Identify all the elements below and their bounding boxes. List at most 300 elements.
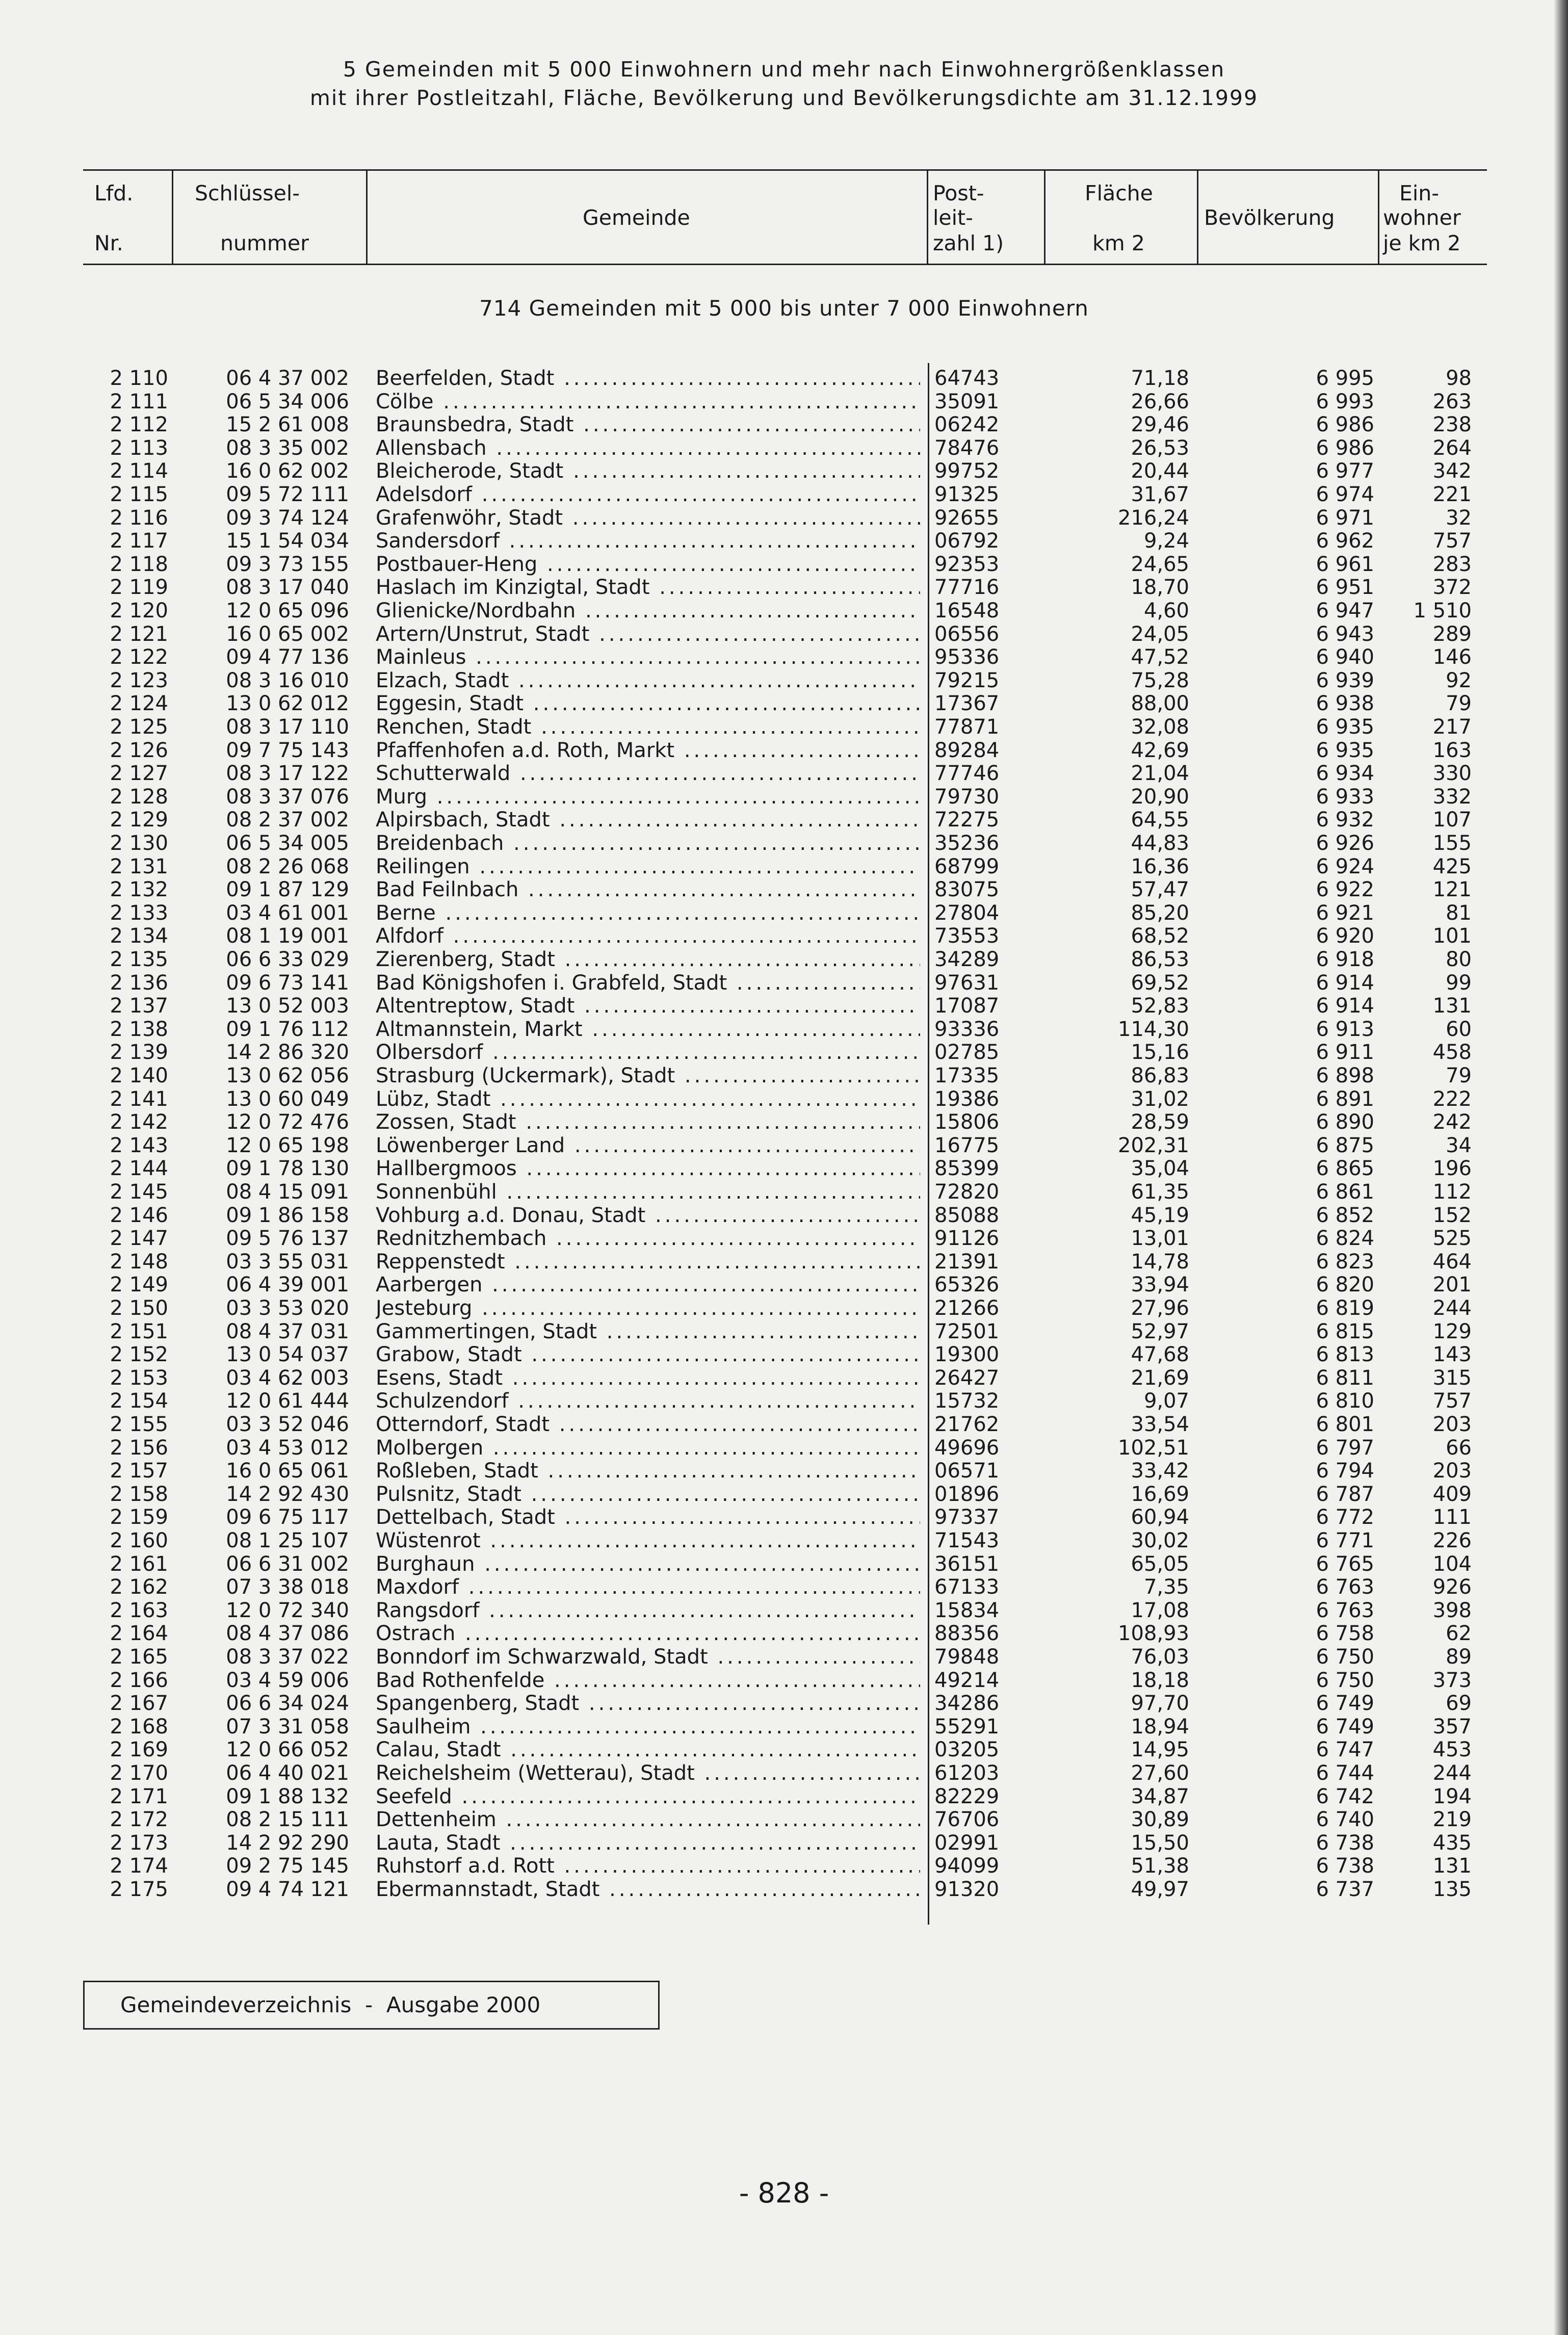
row-postcode: 78476 <box>934 436 1000 460</box>
row-postcode: 82229 <box>934 1784 1000 1808</box>
row-density: 315 <box>1432 1366 1472 1390</box>
page-number: - 828 - <box>739 2177 829 2209</box>
row-key: 06 4 37 002 <box>226 367 349 390</box>
row-number: 2 172 <box>110 1808 168 1832</box>
row-municipality: Jesteburg ..... <box>376 1296 920 1320</box>
row-key: 07 3 31 058 <box>226 1715 349 1739</box>
row-postcode: 15834 <box>934 1598 1000 1622</box>
row-density: 222 <box>1432 1087 1472 1111</box>
header-post: Post- <box>933 181 984 205</box>
row-area: 15,16 <box>1131 1041 1189 1065</box>
table-row <box>0 1785 1478 1808</box>
table-row <box>0 1087 1478 1111</box>
row-municipality: Mainleus ..... <box>376 645 920 669</box>
row-municipality: Berne ..... <box>376 901 920 925</box>
row-postcode: 21391 <box>934 1250 1000 1274</box>
row-area: 17,08 <box>1131 1598 1189 1622</box>
table-row <box>0 436 1478 460</box>
row-municipality: Elzach, Stadt ..... <box>376 669 920 692</box>
row-density: 263 <box>1432 390 1472 413</box>
row-area: 64,55 <box>1131 808 1189 832</box>
row-density: 525 <box>1432 1227 1472 1251</box>
row-postcode: 49214 <box>934 1668 1000 1692</box>
table-row <box>0 1320 1478 1343</box>
row-area: 75,28 <box>1131 668 1189 692</box>
row-number: 2 168 <box>110 1715 168 1739</box>
row-key: 12 0 72 476 <box>226 1110 349 1134</box>
row-key: 15 2 61 008 <box>226 413 349 437</box>
table-row <box>0 669 1478 692</box>
row-number: 2 165 <box>110 1645 168 1669</box>
table-row <box>0 1157 1478 1180</box>
row-population: 6 738 <box>1316 1831 1374 1855</box>
row-number: 2 158 <box>110 1482 168 1506</box>
row-number: 2 154 <box>110 1389 168 1413</box>
row-number: 2 126 <box>110 738 168 762</box>
header-flaeche-label: Fläche <box>1085 181 1153 205</box>
row-area: 27,96 <box>1131 1296 1189 1320</box>
row-area: 9,24 <box>1143 529 1189 553</box>
row-municipality: Glienicke/Nordbahn ..... <box>376 599 920 622</box>
row-population: 6 763 <box>1316 1598 1374 1622</box>
row-key: 08 4 15 091 <box>226 1180 349 1204</box>
row-municipality: Bleicherode, Stadt ..... <box>376 459 920 483</box>
row-key: 08 3 16 010 <box>226 668 349 692</box>
row-density: 104 <box>1432 1552 1472 1576</box>
row-key: 09 1 86 158 <box>226 1203 349 1227</box>
row-number: 2 147 <box>110 1227 168 1251</box>
row-area: 13,01 <box>1131 1227 1189 1251</box>
row-population: 6 962 <box>1316 529 1374 553</box>
header-einwohner-je-km2 <box>1378 171 1487 264</box>
row-number: 2 122 <box>110 645 168 669</box>
row-density: 244 <box>1432 1761 1472 1785</box>
row-density: 217 <box>1432 715 1472 739</box>
row-area: 49,97 <box>1131 1878 1189 1901</box>
row-municipality: Ruhstorf a.d. Rott ..... <box>376 1854 920 1878</box>
row-density: 98 <box>1446 367 1472 390</box>
row-density: 80 <box>1446 948 1472 971</box>
row-municipality: Lauta, Stadt ..... <box>376 1831 920 1855</box>
row-number: 2 118 <box>110 552 168 576</box>
row-municipality: Rednitzhembach ..... <box>376 1227 920 1250</box>
table-row <box>0 1389 1478 1413</box>
row-postcode: 91325 <box>934 483 1000 506</box>
header-bevoelkerung <box>1197 171 1379 264</box>
row-postcode: 61203 <box>934 1761 1000 1785</box>
row-key: 12 0 65 198 <box>226 1133 349 1157</box>
publication-footer-box <box>83 1981 660 2030</box>
row-postcode: 67133 <box>934 1575 1000 1599</box>
row-postcode: 65326 <box>934 1273 1000 1297</box>
row-density: 79 <box>1446 1064 1472 1087</box>
row-area: 52,97 <box>1131 1319 1189 1343</box>
table-row <box>0 994 1478 1018</box>
row-area: 33,42 <box>1131 1459 1189 1483</box>
row-postcode: 72275 <box>934 808 1000 832</box>
row-density: 289 <box>1432 622 1472 646</box>
row-municipality: Burghaun ..... <box>376 1552 920 1576</box>
row-number: 2 156 <box>110 1436 168 1460</box>
row-postcode: 15732 <box>934 1389 1000 1413</box>
row-density: 81 <box>1446 901 1472 925</box>
row-number: 2 169 <box>110 1738 168 1762</box>
row-number: 2 150 <box>110 1296 168 1320</box>
row-population: 6 995 <box>1316 367 1374 390</box>
row-postcode: 91126 <box>934 1227 1000 1251</box>
row-postcode: 79848 <box>934 1645 1000 1669</box>
row-area: 57,47 <box>1131 878 1189 902</box>
row-key: 13 0 62 056 <box>226 1064 349 1087</box>
row-key: 09 3 73 155 <box>226 552 349 576</box>
publication-footer-text: Gemeindeverzeichnis - Ausgabe 2000 <box>120 1992 541 2017</box>
row-municipality: Breidenbach ..... <box>376 832 920 855</box>
row-key: 06 6 34 024 <box>226 1692 349 1716</box>
row-area: 102,51 <box>1118 1436 1189 1460</box>
row-key: 16 0 65 002 <box>226 622 349 646</box>
row-postcode: 76706 <box>934 1808 1000 1832</box>
row-density: 196 <box>1432 1157 1472 1181</box>
row-density: 203 <box>1432 1459 1472 1483</box>
row-area: 18,18 <box>1131 1668 1189 1692</box>
row-postcode: 93336 <box>934 1017 1000 1041</box>
row-postcode: 06556 <box>934 622 1000 646</box>
row-density: 163 <box>1432 738 1472 762</box>
row-area: 61,35 <box>1131 1180 1189 1204</box>
table-row <box>0 1343 1478 1366</box>
row-key: 08 2 26 068 <box>226 854 349 878</box>
table-row <box>0 1808 1478 1831</box>
row-municipality: Pfaffenhofen a.d. Roth, Markt ..... <box>376 739 920 762</box>
row-density: 32 <box>1446 506 1472 530</box>
row-population: 6 740 <box>1316 1808 1374 1832</box>
row-key: 09 3 74 124 <box>226 506 349 530</box>
table-row <box>0 1366 1478 1390</box>
row-key: 09 5 72 111 <box>226 483 349 506</box>
row-area: 216,24 <box>1118 506 1189 530</box>
row-density: 219 <box>1432 1808 1472 1832</box>
row-postcode: 77716 <box>934 576 1000 600</box>
row-population: 6 820 <box>1316 1273 1374 1297</box>
row-density: 111 <box>1432 1506 1472 1529</box>
row-number: 2 142 <box>110 1110 168 1134</box>
row-number: 2 119 <box>110 576 168 600</box>
row-population: 6 921 <box>1316 901 1374 925</box>
table-row <box>0 855 1478 878</box>
row-area: 7,35 <box>1143 1575 1189 1599</box>
header-schluesselnummer <box>172 171 368 264</box>
table-row <box>0 1854 1478 1878</box>
row-number: 2 124 <box>110 692 168 716</box>
row-key: 03 4 59 006 <box>226 1668 349 1692</box>
row-population: 6 939 <box>1316 668 1374 692</box>
row-postcode: 15806 <box>934 1110 1000 1134</box>
table-row <box>0 1134 1478 1157</box>
row-municipality: Sandersdorf ..... <box>376 529 920 553</box>
row-density: 409 <box>1432 1482 1472 1506</box>
row-postcode: 03205 <box>934 1738 1000 1762</box>
row-density: 131 <box>1432 994 1472 1018</box>
row-key: 06 5 34 006 <box>226 390 349 413</box>
row-key: 09 1 88 132 <box>226 1784 349 1808</box>
row-municipality: Seefeld ..... <box>376 1785 920 1808</box>
row-density: 458 <box>1432 1041 1472 1065</box>
row-population: 6 890 <box>1316 1110 1374 1134</box>
row-number: 2 164 <box>110 1622 168 1646</box>
row-municipality: Bad Königshofen i. Grabfeld, Stadt ..... <box>376 971 920 995</box>
row-municipality: Grabow, Stadt ..... <box>376 1343 920 1366</box>
row-key: 09 6 75 117 <box>226 1506 349 1529</box>
row-key: 08 2 15 111 <box>226 1808 349 1832</box>
row-population: 6 813 <box>1316 1343 1374 1367</box>
row-key: 03 3 53 020 <box>226 1296 349 1320</box>
row-number: 2 130 <box>110 832 168 855</box>
row-population: 6 852 <box>1316 1203 1374 1227</box>
row-postcode: 77871 <box>934 715 1000 739</box>
row-postcode: 35236 <box>934 832 1000 855</box>
table-row <box>0 413 1478 436</box>
row-postcode: 95336 <box>934 645 1000 669</box>
row-number: 2 129 <box>110 808 168 832</box>
row-population: 6 737 <box>1316 1878 1374 1901</box>
row-area: 114,30 <box>1118 1017 1189 1041</box>
table-row <box>0 622 1478 646</box>
row-number: 2 134 <box>110 924 168 948</box>
row-municipality: Schutterwald ..... <box>376 762 920 785</box>
row-key: 13 0 52 003 <box>226 994 349 1018</box>
row-key: 06 4 39 001 <box>226 1273 349 1297</box>
row-area: 29,46 <box>1131 413 1189 437</box>
row-postcode: 26427 <box>934 1366 1000 1390</box>
row-population: 6 961 <box>1316 552 1374 576</box>
row-area: 14,95 <box>1131 1738 1189 1762</box>
row-municipality: Postbauer-Heng ..... <box>376 553 920 576</box>
row-area: 97,70 <box>1131 1692 1189 1716</box>
row-key: 08 4 37 031 <box>226 1319 349 1343</box>
row-number: 2 174 <box>110 1854 168 1878</box>
row-number: 2 138 <box>110 1017 168 1041</box>
header-nummer: nummer <box>220 231 309 255</box>
row-municipality: Vohburg a.d. Donau, Stadt ..... <box>376 1204 920 1227</box>
row-number: 2 173 <box>110 1831 168 1855</box>
table-row <box>0 1041 1478 1064</box>
row-density: 60 <box>1446 1017 1472 1041</box>
row-key: 08 3 35 002 <box>226 436 349 460</box>
row-municipality: Altmannstein, Markt ..... <box>376 1018 920 1041</box>
row-key: 08 3 17 122 <box>226 762 349 786</box>
row-area: 16,69 <box>1131 1482 1189 1506</box>
row-key: 03 3 52 046 <box>226 1413 349 1436</box>
row-postcode: 83075 <box>934 878 1000 902</box>
row-population: 6 765 <box>1316 1552 1374 1576</box>
row-key: 16 0 62 002 <box>226 459 349 483</box>
row-density: 203 <box>1432 1413 1472 1436</box>
row-area: 32,08 <box>1131 715 1189 739</box>
row-municipality: Dettenheim ..... <box>376 1808 920 1831</box>
row-key: 08 1 25 107 <box>226 1529 349 1552</box>
row-postcode: 91320 <box>934 1878 1000 1901</box>
row-number: 2 141 <box>110 1087 168 1111</box>
row-municipality: Dettelbach, Stadt ..... <box>376 1506 920 1529</box>
row-area: 88,00 <box>1131 692 1189 716</box>
row-key: 06 6 33 029 <box>226 948 349 971</box>
row-population: 6 749 <box>1316 1692 1374 1716</box>
row-number: 2 113 <box>110 436 168 460</box>
table-row <box>0 1110 1478 1134</box>
row-number: 2 144 <box>110 1157 168 1181</box>
row-population: 6 891 <box>1316 1087 1374 1111</box>
row-number: 2 136 <box>110 971 168 995</box>
row-key: 12 0 61 444 <box>226 1389 349 1413</box>
table-row <box>0 1436 1478 1460</box>
header-leit: leit- <box>933 205 973 230</box>
row-density: 201 <box>1432 1273 1472 1297</box>
row-postcode: 36151 <box>934 1552 1000 1576</box>
row-municipality: Grafenwöhr, Stadt ..... <box>376 506 920 530</box>
table-row <box>0 1296 1478 1320</box>
row-area: 51,38 <box>1131 1854 1189 1878</box>
table-row <box>0 692 1478 715</box>
row-key: 16 0 65 061 <box>226 1459 349 1483</box>
row-number: 2 115 <box>110 483 168 506</box>
row-population: 6 940 <box>1316 645 1374 669</box>
row-density: 464 <box>1432 1250 1472 1274</box>
row-population: 6 750 <box>1316 1645 1374 1669</box>
table-row <box>0 1878 1478 1901</box>
row-density: 238 <box>1432 413 1472 437</box>
row-density: 107 <box>1432 808 1472 832</box>
row-key: 03 4 61 001 <box>226 901 349 925</box>
row-number: 2 114 <box>110 459 168 483</box>
row-area: 45,19 <box>1131 1203 1189 1227</box>
row-postcode: 88356 <box>934 1622 1000 1646</box>
row-area: 202,31 <box>1118 1133 1189 1157</box>
row-population: 6 811 <box>1316 1366 1374 1390</box>
row-municipality: Lübz, Stadt ..... <box>376 1087 920 1111</box>
row-area: 65,05 <box>1131 1552 1189 1576</box>
row-postcode: 94099 <box>934 1854 1000 1878</box>
row-municipality: Reilingen ..... <box>376 855 920 878</box>
row-population: 6 875 <box>1316 1133 1374 1157</box>
row-population: 6 763 <box>1316 1575 1374 1599</box>
row-population: 6 933 <box>1316 785 1374 809</box>
row-population: 6 951 <box>1316 576 1374 600</box>
row-postcode: 17087 <box>934 994 1000 1018</box>
row-population: 6 744 <box>1316 1761 1374 1785</box>
row-key: 08 3 37 076 <box>226 785 349 809</box>
row-density: 425 <box>1432 854 1472 878</box>
row-municipality: Hallbergmoos ..... <box>376 1157 920 1180</box>
row-area: 33,54 <box>1131 1413 1189 1436</box>
row-population: 6 986 <box>1316 413 1374 437</box>
table-row <box>0 1575 1478 1599</box>
row-density: 332 <box>1432 785 1472 809</box>
row-area: 33,94 <box>1131 1273 1189 1297</box>
table-row <box>0 878 1478 901</box>
table-row <box>0 1227 1478 1250</box>
header-schluessel: Schlüssel- <box>195 181 300 205</box>
table-row <box>0 1483 1478 1506</box>
row-population: 6 920 <box>1316 924 1374 948</box>
row-number: 2 133 <box>110 901 168 925</box>
table-row <box>0 948 1478 971</box>
page-edge-shadow <box>1554 0 1568 2335</box>
row-municipality: Haslach im Kinzigtal, Stadt ..... <box>376 576 920 599</box>
row-density: 926 <box>1432 1575 1472 1599</box>
row-population: 6 926 <box>1316 832 1374 855</box>
row-municipality: Aarbergen ..... <box>376 1273 920 1296</box>
row-number: 2 159 <box>110 1506 168 1529</box>
row-municipality: Otterndorf, Stadt ..... <box>376 1413 920 1436</box>
row-municipality: Gammertingen, Stadt ..... <box>376 1320 920 1343</box>
row-number: 2 145 <box>110 1180 168 1204</box>
row-population: 6 742 <box>1316 1784 1374 1808</box>
row-postcode: 89284 <box>934 738 1000 762</box>
row-population: 6 824 <box>1316 1227 1374 1251</box>
row-key: 03 4 62 003 <box>226 1366 349 1390</box>
row-postcode: 99752 <box>934 459 1000 483</box>
header-gemeinde-label: Gemeinde <box>583 205 690 230</box>
row-density: 244 <box>1432 1296 1472 1320</box>
row-density: 757 <box>1432 529 1472 553</box>
header-lfd: Lfd. <box>94 181 134 205</box>
row-number: 2 139 <box>110 1041 168 1065</box>
row-municipality: Allensbach ..... <box>376 436 920 460</box>
table-row <box>0 832 1478 855</box>
row-population: 6 749 <box>1316 1715 1374 1739</box>
row-number: 2 128 <box>110 785 168 809</box>
table-row <box>0 1669 1478 1692</box>
row-density: 264 <box>1432 436 1472 460</box>
row-municipality: Calau, Stadt ..... <box>376 1738 920 1761</box>
row-density: 135 <box>1432 1878 1472 1901</box>
row-area: 69,52 <box>1131 971 1189 995</box>
row-key: 14 2 92 290 <box>226 1831 349 1855</box>
row-key: 09 1 78 130 <box>226 1157 349 1181</box>
row-postcode: 49696 <box>934 1436 1000 1460</box>
row-number: 2 111 <box>110 390 168 413</box>
row-density: 152 <box>1432 1203 1472 1227</box>
row-municipality: Cölbe ..... <box>376 390 920 413</box>
row-postcode: 19386 <box>934 1087 1000 1111</box>
row-key: 09 6 73 141 <box>226 971 349 995</box>
row-number: 2 137 <box>110 994 168 1018</box>
row-area: 21,69 <box>1131 1366 1189 1390</box>
row-municipality: Altentreptow, Stadt ..... <box>376 994 920 1018</box>
row-key: 09 1 76 112 <box>226 1017 349 1041</box>
table-row <box>0 1180 1478 1204</box>
row-number: 2 171 <box>110 1784 168 1808</box>
row-municipality: Braunsbedra, Stadt ..... <box>376 413 920 436</box>
row-area: 42,69 <box>1131 738 1189 762</box>
table-title-line-1: 5 Gemeinden mit 5 000 Einwohnern und mehr nach Einwohnergrößenklassen <box>343 57 1225 82</box>
row-area: 24,05 <box>1131 622 1189 646</box>
row-area: 31,67 <box>1131 483 1189 506</box>
row-municipality: Zossen, Stadt ..... <box>376 1110 920 1134</box>
row-number: 2 146 <box>110 1203 168 1227</box>
row-density: 66 <box>1446 1436 1472 1460</box>
table-row <box>0 1413 1478 1436</box>
row-number: 2 125 <box>110 715 168 739</box>
row-density: 283 <box>1432 552 1472 576</box>
row-density: 89 <box>1446 1645 1472 1669</box>
row-number: 2 170 <box>110 1761 168 1785</box>
row-population: 6 938 <box>1316 692 1374 716</box>
row-population: 6 986 <box>1316 436 1374 460</box>
row-density: 101 <box>1432 924 1472 948</box>
row-key: 13 0 62 012 <box>226 692 349 716</box>
row-density: 242 <box>1432 1110 1472 1134</box>
